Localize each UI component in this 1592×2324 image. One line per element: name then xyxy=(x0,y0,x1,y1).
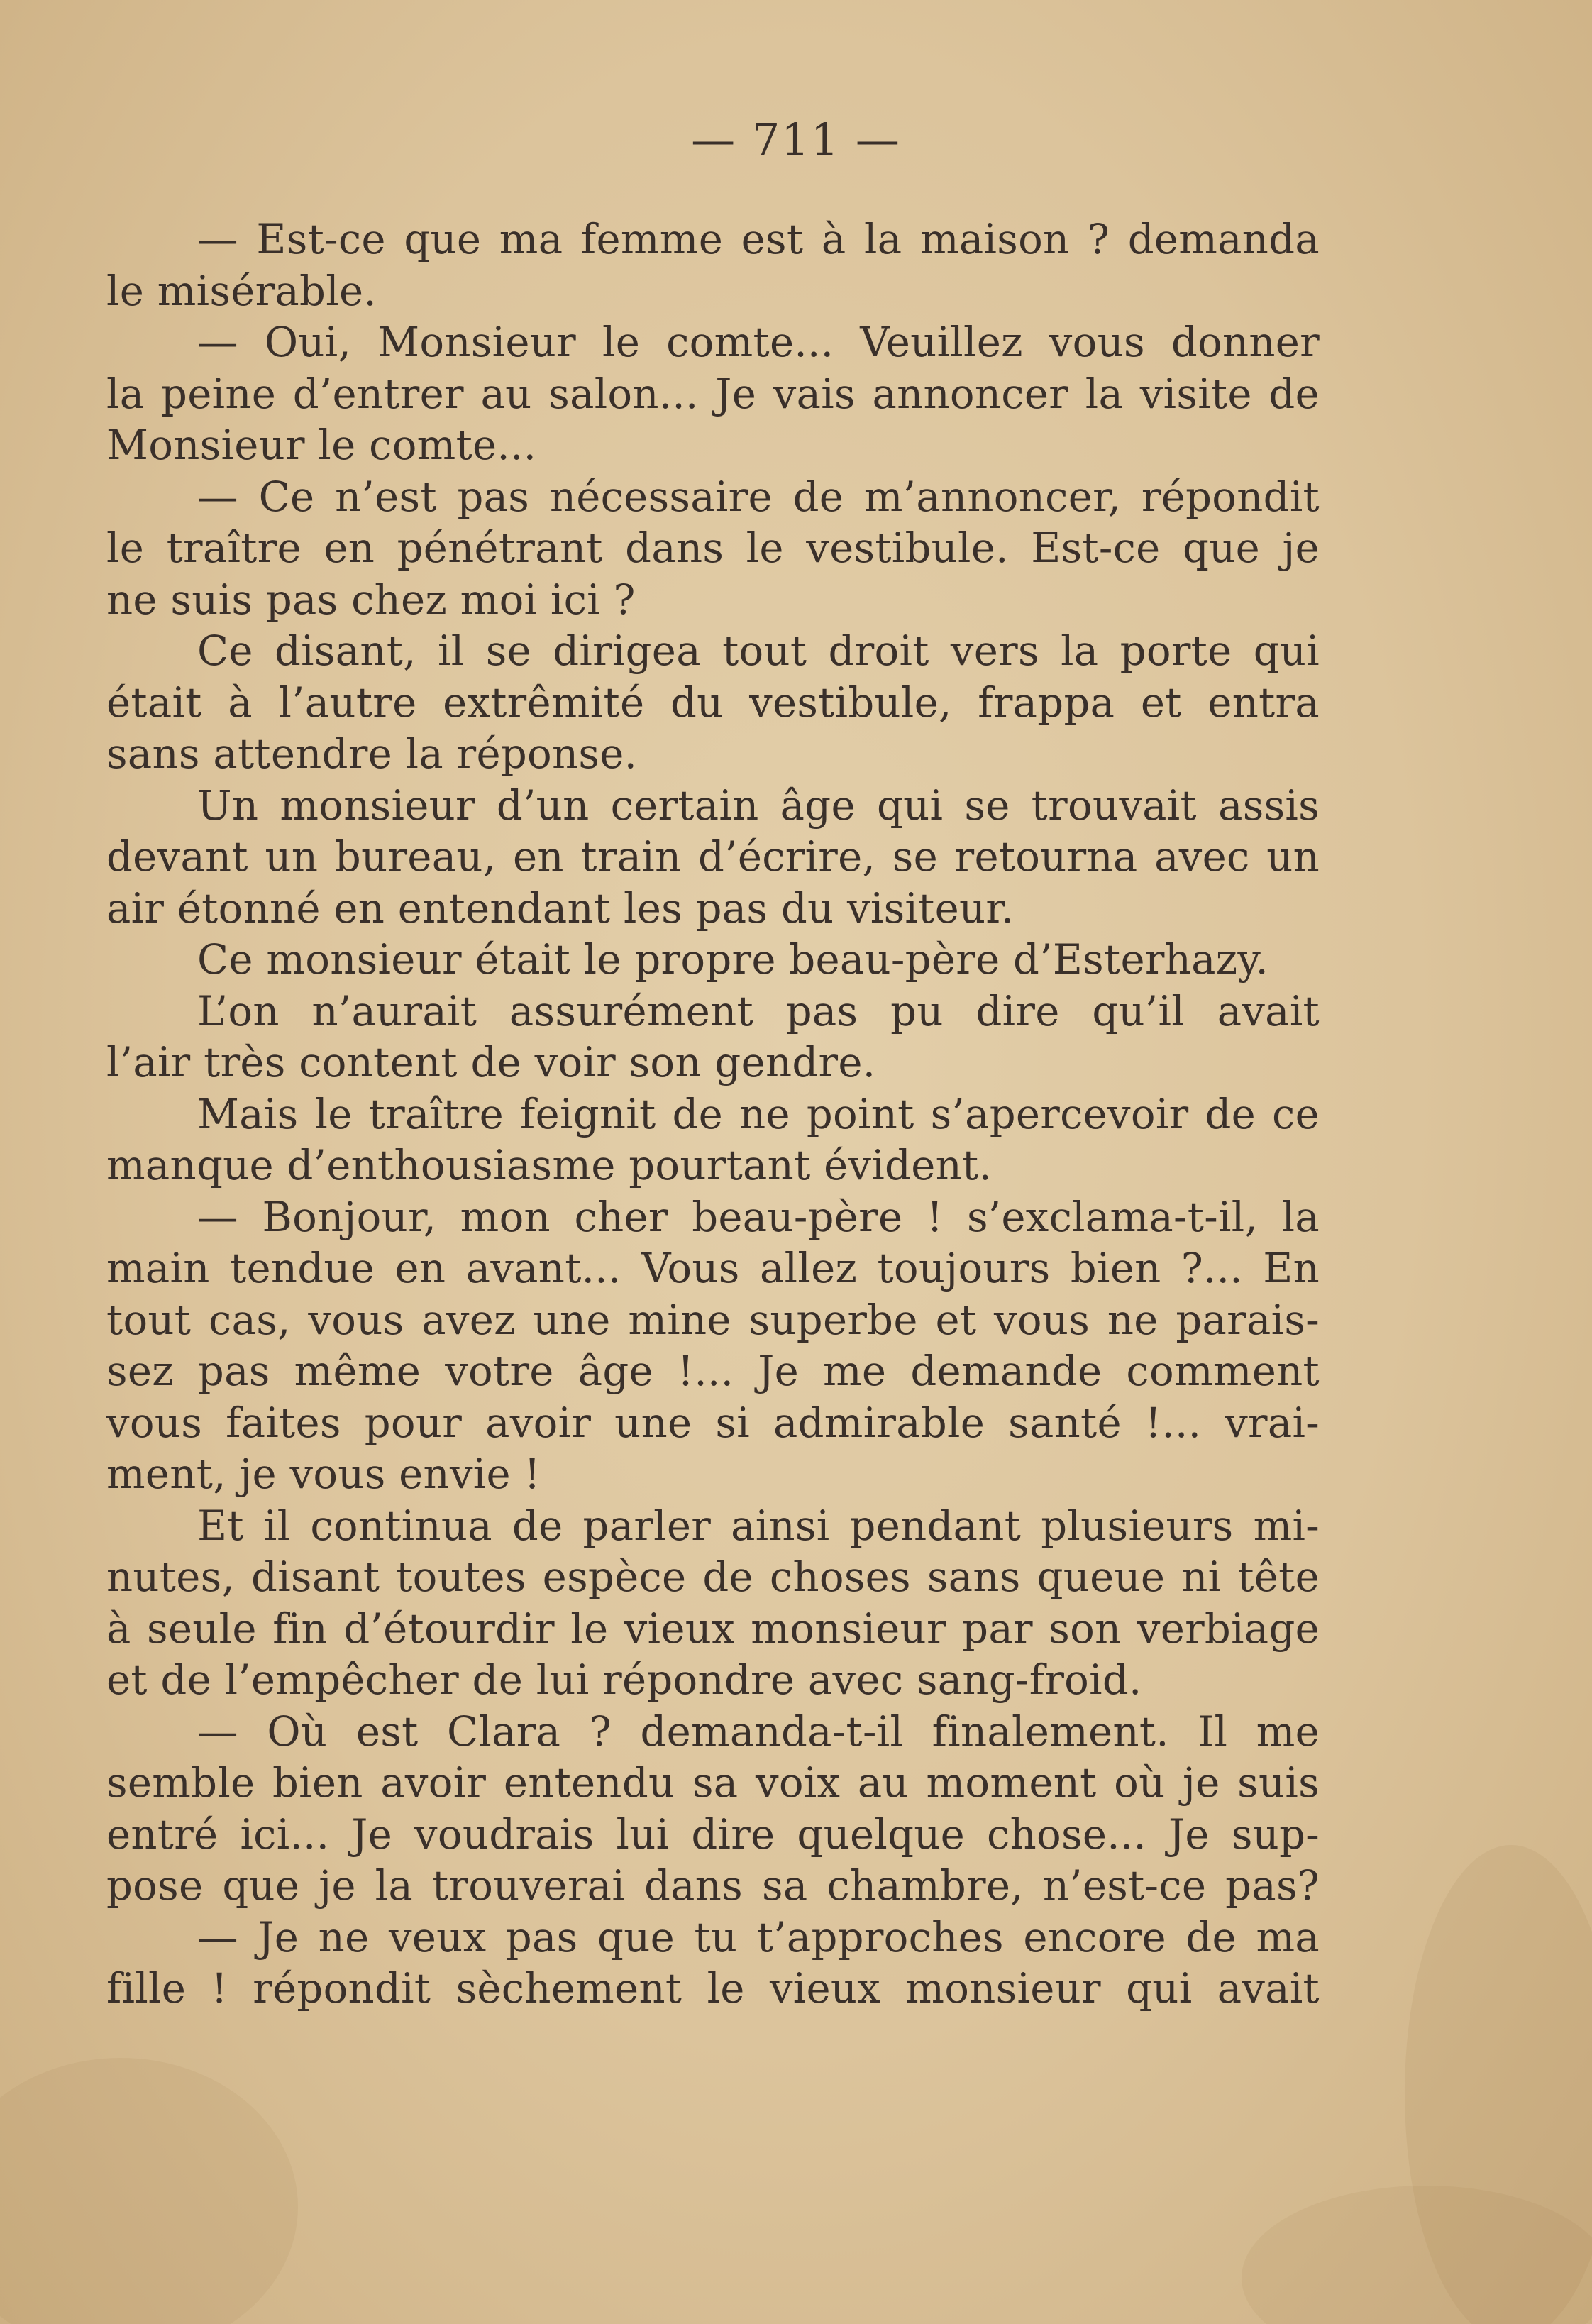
text-line: le traître en pénétrant dans le vestibule. Est-ce que je xyxy=(106,524,1320,572)
text-line: Ce disant, il se dirigea tout droit vers la porte qui xyxy=(197,627,1320,675)
text-line: entré ici... Je voudrais lui dire quelque chose... Je sup- xyxy=(106,1810,1320,1858)
text-line: nutes, disant toutes espèce de choses sans queue ni tête xyxy=(106,1553,1320,1601)
text-line: air étonné en entendant les pas du visiteur. xyxy=(106,884,1015,932)
paper-stain xyxy=(1242,2186,1592,2324)
text-line: — Est-ce que ma femme est à la maison ? demanda xyxy=(197,216,1320,263)
paper-stain xyxy=(0,2058,298,2324)
text-line: Ce monsieur était le propre beau-père d’Esterhazy. xyxy=(197,936,1269,984)
text-line: Mais le traître feignit de ne point s’apercevoir de ce xyxy=(197,1090,1320,1138)
text-line: fille ! répondit sèchement le vieux monsieur qui avait xyxy=(106,1965,1320,2012)
text-line: ne suis pas chez moi ici ? xyxy=(106,576,636,624)
text-line: manque d’enthousiasme pourtant évident. xyxy=(106,1142,993,1189)
text-line: pose que je la trouverai dans sa chambre, n’est-ce pas? xyxy=(106,1862,1320,1910)
text-line: Monsieur le comte... xyxy=(106,422,537,469)
text-line: la peine d’entrer au salon... Je vais annoncer la visite de xyxy=(106,370,1320,418)
text-line: vous faites pour avoir une si admirable santé !... vrai- xyxy=(106,1399,1320,1447)
text-line: le misérable. xyxy=(106,267,377,315)
text-line: L’on n’aurait assurément pas pu dire qu’il avait xyxy=(197,987,1320,1035)
text-line: et de l’empêcher de lui répondre avec sang-froid. xyxy=(106,1656,1142,1704)
text-line: ment, je vous envie ! xyxy=(106,1450,541,1498)
text-line: Et il continua de parler ainsi pendant plusieurs mi- xyxy=(197,1502,1320,1550)
body-text xyxy=(106,214,1320,2015)
text-line: devant un bureau, en train d’écrire, se retourna avec un xyxy=(106,833,1320,881)
page-number-header: — 711 — xyxy=(691,114,901,165)
text-line: — Ce n’est pas nécessaire de m’annoncer, répondit xyxy=(197,473,1320,521)
text-line: — Oui, Monsieur le comte... Veuillez vous donner xyxy=(197,319,1320,366)
text-line: l’air très content de voir son gendre. xyxy=(106,1039,876,1086)
text-line: Un monsieur d’un certain âge qui se trouvait assis xyxy=(197,781,1320,830)
text-line: — Où est Clara ? demanda-t-il finalement. Il me xyxy=(197,1707,1320,1756)
text-line: était à l’autre extrêmité du vestibule, frappa et entra xyxy=(106,678,1320,727)
text-line: — Bonjour, mon cher beau-père ! s’exclama-t-il, la xyxy=(197,1193,1320,1241)
text-line: sez pas même votre âge !... Je me demande comment xyxy=(106,1348,1320,1395)
text-line: sans attendre la réponse. xyxy=(106,730,638,778)
text-line: — Je ne veux pas que tu t’approches encore de ma xyxy=(197,1913,1320,1961)
text-line: main tendue en avant... Vous allez toujours bien ?... En xyxy=(106,1245,1320,1292)
text-line: tout cas, vous avez une mine superbe et vous ne parais- xyxy=(106,1296,1320,1344)
text-line: à seule fin d’étourdir le vieux monsieur par son verbiage xyxy=(106,1604,1320,1653)
text-line: semble bien avoir entendu sa voix au moment où je suis xyxy=(106,1759,1320,1807)
